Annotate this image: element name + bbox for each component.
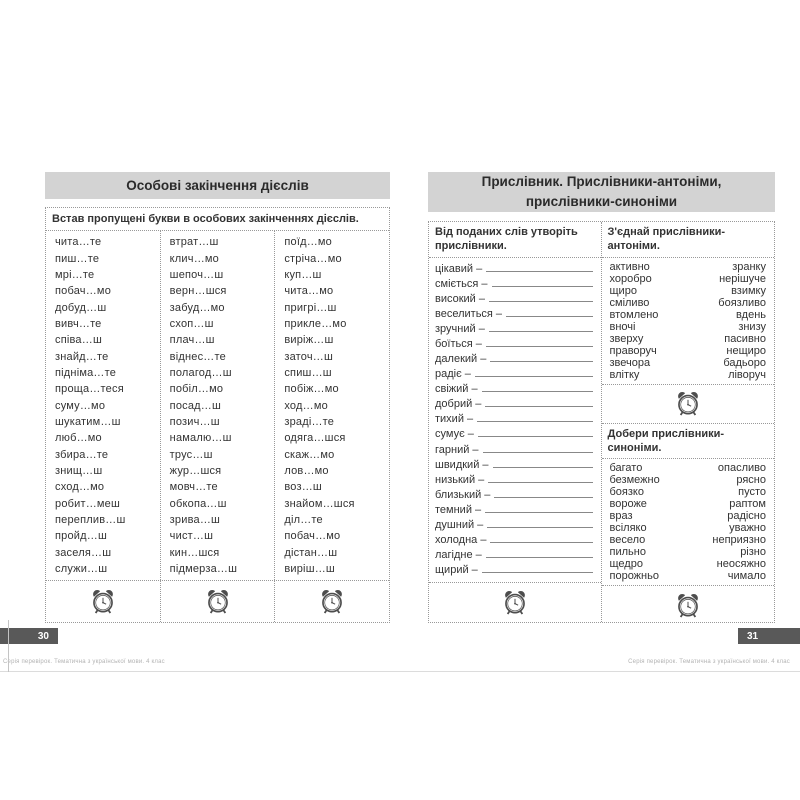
verb-item: служи…ш [55,562,108,575]
match-pair-row [610,309,767,321]
verb-item: підніма…те [55,366,117,379]
verb-item: підмерза…ш [169,562,238,575]
verb-item: забуд…мо [169,301,225,314]
verb-item: віднес…те [169,350,226,363]
pair-left-word: весело [609,534,646,547]
pair-left-word: боязко [609,486,644,499]
pair-right-word: пусто [738,486,766,499]
pair-right-word: різно [740,546,766,559]
verb-item: дістан…ш [284,546,338,559]
verb-item: воз…ш [284,481,322,494]
answer-line [486,338,593,347]
verb-item: намалю…ш [169,432,232,445]
pair-left-word: вночі [609,320,636,333]
verb-item: шукатим…ш [55,415,121,428]
left-page-title: Особові закінчення дієслів [45,172,390,199]
right-page-footer: Серія перевірок. Тематична з української мови. 4 клас [628,659,790,665]
fill-in-word: близький – [435,488,491,501]
page-number-left-value: 30 [37,630,49,642]
verb-item: добуд…ш [55,301,107,314]
verb-item: побач…мо [284,530,341,543]
answer-line [490,353,592,362]
fill-in-word: веселиться – [435,308,503,321]
pair-left-word: всіляко [609,522,647,535]
timer-cell [275,581,389,622]
verb-item: виріж…ш [284,334,334,347]
fill-in-word: лагідне – [435,548,482,561]
fill-in-word: швидкий – [435,458,489,471]
match-pair-row [610,369,767,381]
page-left-edge [8,620,9,672]
pair-left-word: порожньо [609,570,659,583]
verb-item: куп…ш [284,268,322,281]
fill-in-row [435,548,593,560]
fill-in-word: високий – [435,293,486,306]
verb-item: чита…те [55,236,102,249]
pair-right-word: ліворуч [728,368,766,381]
answer-line [486,263,592,272]
verb-item: одяга…шся [284,432,346,445]
verb-item: пригрі…ш [284,301,337,314]
answer-line [485,398,592,407]
pair-right-word: пасивно [724,332,766,345]
fill-in-row [435,353,593,365]
timer-cell [161,581,276,622]
verb-item: виріш…ш [284,562,335,575]
page-number-right [738,628,800,644]
fill-in-row [435,338,593,350]
adverb-form-list [429,258,601,582]
answer-line [489,323,593,332]
match-pair-row [610,261,767,273]
verb-item: верн…шся [169,285,227,298]
pair-left-word: хоробро [609,272,652,285]
alarm-clock-icon [88,587,118,616]
verb-item: мрі…те [55,268,95,281]
fill-in-row [435,278,593,290]
pair-right-word: вдень [735,308,766,321]
pair-left-word: влітку [609,368,640,381]
pair-left-word: пильно [609,546,646,559]
pair-right-word: чимало [727,570,766,583]
fill-in-word: сміється – [435,277,488,290]
verb-item: прикле…мо [284,317,347,330]
fill-in-word: сумує – [435,428,474,441]
fill-in-word: холодна – [435,533,487,546]
fill-in-row [435,308,593,320]
pair-right-word: неосяжно [716,558,766,571]
fill-in-word: темний – [435,503,482,516]
verb-item: заточ…ш [284,350,334,363]
alarm-clock-icon [500,588,530,617]
verb-item: знайд…те [55,350,109,363]
fill-in-word: добрий – [435,398,482,411]
left-page-footer: Серія перевірок. Тематична з української мови. 4 клас [3,659,165,665]
match-pair-row [610,534,767,546]
fill-in-row [435,518,593,530]
match-pair-row [610,273,767,285]
pair-left-word: враз [609,510,633,523]
verb-item: посад…ш [169,399,222,412]
match-pair-row [610,498,767,510]
pair-right-word: боязливо [718,296,766,309]
match-pair-row [610,546,767,558]
pair-right-word: неприязно [712,534,766,547]
answer-line [492,278,593,287]
answer-line [482,383,593,392]
verb-item: співа…ш [55,334,102,347]
verb-item: збира…те [55,448,109,461]
pair-left-word: багато [609,462,643,475]
verb-item: діл…те [284,513,323,526]
verb-item: схоп…ш [169,317,214,330]
pair-right-word: рясно [736,474,766,487]
verb-item: побач…мо [55,285,112,298]
verb-column-2 [161,231,276,580]
verb-item: робит…меш [55,497,121,510]
fill-in-row [435,383,593,395]
fill-in-row [435,413,593,425]
fill-in-row [435,533,593,545]
alarm-clock-icon [673,389,703,418]
verb-item: чист…ш [169,530,214,543]
verb-item: шепоч…ш [169,268,224,281]
verb-item: поїд…мо [284,236,332,249]
pair-right-word: бадьоро [723,356,766,369]
verb-item: сход…мо [55,481,105,494]
fill-in-row [435,398,593,410]
pair-right-word: зранку [732,260,766,273]
pair-right-word: нещиро [726,344,766,357]
answer-line [506,308,592,317]
verb-item: побіж…мо [284,383,339,396]
match-pair-row [610,345,767,357]
fill-in-row [435,503,593,515]
timer-cell [46,581,161,622]
fill-in-word: гарний – [435,443,479,456]
answer-line [490,533,592,542]
fill-in-word: низький – [435,473,485,486]
verb-item: полагод…ш [169,366,232,379]
pair-right-word: опасливо [717,462,766,475]
verb-item: побіл…мо [169,383,224,396]
verb-item: вивч…те [55,317,102,330]
fill-in-row [435,293,593,305]
pair-right-word: радісно [727,510,766,523]
fill-in-word: душний – [435,518,484,531]
adverb-form-exercise [429,222,602,622]
timer-cell [429,582,601,622]
fill-in-row [435,368,593,380]
answer-line [477,413,592,422]
verb-endings-worksheet [45,207,390,623]
verb-item: заселя…ш [55,546,112,559]
verb-item: кин…шся [169,546,220,559]
verb-item: суму…мо [55,399,106,412]
match-pair-row [610,474,767,486]
fill-in-row [435,323,593,335]
fill-in-row [435,473,593,485]
match-pair-row [610,486,767,498]
verb-item: зраді…те [284,415,335,428]
fill-in-word: радіє – [435,368,471,381]
verb-item: люб…мо [55,432,102,445]
verb-item: пиш…те [55,252,100,265]
adverb-form-header: Від поданих слів утворіть прислівники. [429,222,601,258]
match-pair-row [610,321,767,333]
antonym-exercise-header: З'єднай прислівники-антоніми. [602,222,775,258]
verb-item: знищ…ш [55,464,103,477]
timer-row [46,580,389,622]
verb-item: скаж…мо [284,448,335,461]
match-pair-row [610,510,767,522]
timer-cell [602,384,775,424]
verb-item: трус…ш [169,448,213,461]
verb-item: пройд…ш [55,530,107,543]
answer-line [488,473,592,482]
match-pair-row [610,570,767,582]
fill-in-word: щирий – [435,563,478,576]
verb-item: чита…мо [284,285,334,298]
pair-right-word: нерішуче [719,272,766,285]
fill-in-row [435,564,593,576]
answer-line [493,458,593,467]
pair-left-word: безмежно [609,474,660,487]
fill-in-word: зручний – [435,323,485,336]
pair-left-word: звечора [609,356,651,369]
pair-left-word: вороже [609,498,647,511]
alarm-clock-icon [203,587,233,616]
verb-item: обкопа…ш [169,497,227,510]
match-pair-row [610,462,767,474]
verb-item: мовч…те [169,481,218,494]
pair-left-word: втомлено [609,308,659,321]
verb-item: зрива…ш [169,513,221,526]
verb-word-columns [46,231,389,580]
verb-item: позич…ш [169,415,220,428]
alarm-clock-icon [317,587,347,616]
verb-column-1 [46,231,161,580]
verb-item: знайом…шся [284,497,355,510]
verb-item: жур…шся [169,464,222,477]
synonym-exercise-header: Добери прислівники-синоніми. [602,424,775,460]
fill-in-word: далекий – [435,353,487,366]
match-pair-row [610,357,767,369]
pair-left-word: сміливо [609,296,650,309]
answer-line [485,503,592,512]
pair-right-word: уважно [729,522,766,535]
answer-line [486,548,593,557]
match-pair-row [610,558,767,570]
pair-left-word: активно [609,260,650,273]
pair-left-word: щиро [609,284,637,297]
fill-in-row [435,443,593,455]
synonym-pair-list [602,459,775,585]
pair-right-word: взимку [731,284,766,297]
verb-item: спиш…ш [284,366,332,379]
verb-item: переплив…ш [55,513,126,526]
alarm-clock-icon [673,591,703,620]
timer-cell [602,585,775,625]
verb-item: клич…мо [169,252,219,265]
match-pair-row [610,333,767,345]
verb-item: лов…мо [284,464,329,477]
antonym-pair-list [602,258,775,384]
answer-line [475,368,593,377]
fill-in-row [435,458,593,470]
match-pair-row [610,297,767,309]
pair-left-word: праворуч [609,344,657,357]
right-page-title: Прислівник. Прислівники-антоніми, прислівники-синоніми [428,172,775,212]
fill-in-row [435,488,593,500]
match-pair-row [610,522,767,534]
answer-line [482,564,593,573]
pair-left-word: зверху [609,332,644,345]
left-page-instruction: Встав пропущені букви в особових закінченнях дієслів. [46,208,389,231]
answer-line [487,518,592,527]
pair-right-word: раптом [729,498,766,511]
verb-item: стріча…мо [284,252,342,265]
fill-in-word: боїться – [435,338,482,351]
verb-item: проща…теся [55,383,124,396]
adverbs-worksheet [428,221,775,623]
match-pair-row [610,285,767,297]
fill-in-word: цікавий – [435,262,483,275]
answer-line [478,428,593,437]
fill-in-row [435,263,593,275]
verb-column-3 [275,231,389,580]
answer-line [489,293,592,302]
fill-in-word: свіжий – [435,383,478,396]
verb-item: втрат…ш [169,236,219,249]
pair-left-word: щедро [609,558,643,571]
answer-line [494,488,592,497]
page-number-right-value: 31 [747,630,759,642]
page-bottom-edge [0,671,800,672]
fill-in-row [435,428,593,440]
pair-right-word: знизу [738,320,766,333]
answer-line [483,443,593,452]
verb-item: плач…ш [169,334,215,347]
fill-in-word: тихий – [435,413,474,426]
antonym-synonym-exercises [602,222,775,622]
verb-item: ход…мо [284,399,328,412]
